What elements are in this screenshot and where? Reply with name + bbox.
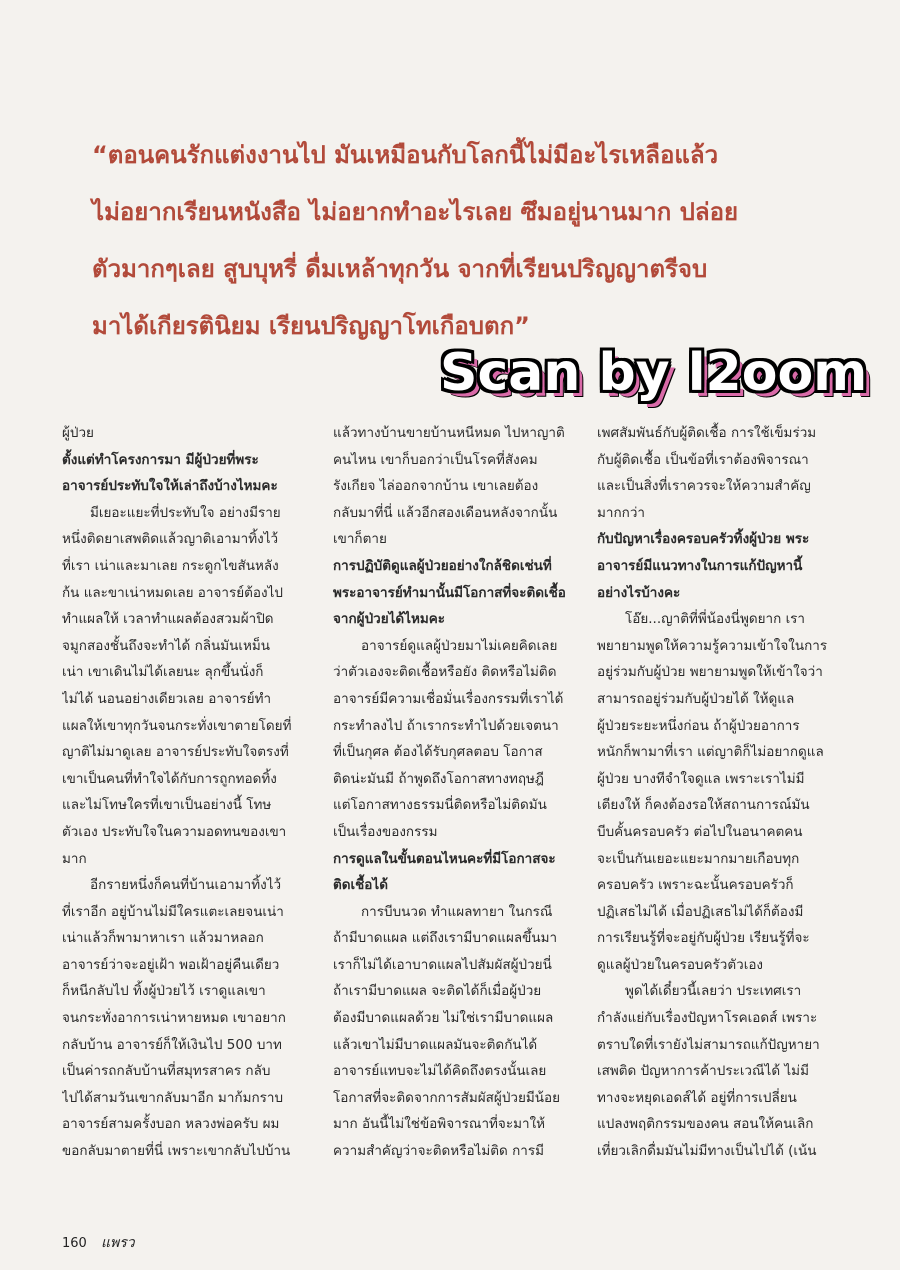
body-line: มากกว่า	[597, 504, 645, 521]
body-line: อาจารย์มีความเชื่อมั่นเรื่องกรรมที่เราได้	[333, 690, 564, 707]
body-line: จนกระทั่งอาการเน่าหายหมด เขาอยาก	[62, 1010, 286, 1027]
body-line: อีกรายหนึ่งก็คนที่บ้านเอามาทิ้งไว้	[90, 877, 282, 894]
body-line: ติดน่ะมันมี ถ้าพูดถึงโอกาสทางทฤษฎี	[333, 770, 544, 787]
body-line: ที่เรา เน่าและมาเลย กระดูกไขสันหลัง	[62, 557, 279, 574]
body-line: ตัวเอง ประทับใจในความอดทนของเขา	[62, 823, 287, 840]
body-line: ขอกลับมาตายที่นี่ เพราะเขากลับไปบ้าน	[62, 1143, 291, 1160]
body-line: รังเกียจ ไล่ออกจากบ้าน เขาเลยต้อง	[333, 478, 539, 495]
pull-quote-line: ตัวมากๆเลย สูบบุหรี่ ดื่มเหล้าทุกวัน จากที่เรียนปริญญาตรีจบ	[92, 255, 708, 283]
body-line: ว่าตัวเองจะติดเชื้อหรือยัง ติดหรือไม่ติด	[333, 664, 557, 681]
question-line: การปฏิบัติดูแลผู้ป่วยอย่างใกล้ชิดเช่นที่	[333, 557, 552, 574]
page-footer	[62, 1232, 135, 1254]
body-line: ผู้ป่วยระยะหนึ่งก่อน ถ้าผู้ป่วยอาการ	[597, 717, 800, 734]
body-line: ไปได้สามวันเขากลับมาอีก มาก้มกราบ	[62, 1089, 284, 1106]
text-column-1	[62, 420, 306, 1165]
body-line: แผลให้เขาทุกวันจนกระทั่งเขาตายโดยที่	[62, 717, 292, 734]
body-line: อาจารย์สามครั้งบอก หลวงพ่อครับ ผม	[62, 1116, 280, 1133]
body-line: หนึ่งติดยาเสพติดแล้วญาติเอามาทิ้งไว้	[62, 531, 279, 548]
body-line: อาจารย์ว่าจะอยู่เฝ้า พอเฝ้าอยู่คืนเดียว	[62, 956, 280, 973]
body-line: หนักก็พามาที่เรา แต่ญาติก็ไม่อยากดูแล	[597, 744, 824, 761]
body-line: ถ้าเรามีบาดแผล จะติดได้ก็เมื่อผู้ป่วย	[333, 983, 542, 1000]
body-line: อาจารย์แทบจะไม่ได้คิดถึงตรงนั้นเลย	[333, 1063, 547, 1080]
body-line: เน่าแล้วก็พามาหาเรา แล้วมาหลอก	[62, 930, 264, 947]
body-line: เพศสัมพันธ์กับผู้ติดเชื้อ การใช้เข็มร่วม	[597, 425, 817, 441]
body-line: ครอบครัว เพราะฉะนั้นครอบครัวก็	[597, 877, 794, 894]
question-line: อาจารย์มีแนวทางในการแก้ปัญหานี้	[597, 557, 803, 574]
body-line: แล้วทางบ้านขายบ้านหนีหมด ไปหาญาติ	[333, 425, 565, 441]
body-line: เสพติด ปัญหาการค้าประเวณีได้ ไม่มี	[597, 1063, 809, 1080]
body-line: ไม่ได้ นอนอย่างเดียวเลย อาจารย์ทำ	[62, 690, 272, 707]
body-line: มาก	[62, 850, 87, 867]
body-line: จมูกสองชั้นถึงจะทำได้ กลิ่นมันเหม็น	[62, 637, 271, 654]
body-line: แปลงพฤติกรรมของคน สอนให้คนเลิก	[597, 1116, 814, 1133]
text-column-3	[597, 420, 841, 1165]
pull-quote-line: มาได้เกียรตินิยม เรียนปริญญาโทเกือบตก”	[92, 312, 530, 340]
question-line: การดูแลในขั้นตอนไหนคะที่มีโอกาสจะ	[333, 850, 556, 867]
scan-watermark: Scan by l2oom	[440, 343, 868, 403]
body-line: คนไหน เขาก็บอกว่าเป็นโรคที่สังคม	[333, 451, 538, 468]
body-line: แต่โอกาสทางธรรมนี่ติดหรือไม่ติดมัน	[333, 797, 547, 814]
body-line: ผู้ป่วย	[62, 425, 94, 441]
body-line: ถ้ามีบาดแผล แต่ถึงเรามีบาดแผลขึ้นมา	[333, 930, 558, 947]
body-line: พยายามพูดให้ความรู้ความเข้าใจในการ	[597, 637, 828, 654]
body-line: พูดได้เดี๋ยวนี้เลยว่า ประเทศเรา	[625, 983, 802, 1000]
body-line: ทำแผลให้ เวลาทำแผลต้องสวมผ้าปิด	[62, 611, 274, 628]
body-line: เราก็ไม่ได้เอาบาดแผลไปสัมผัสผู้ป่วยนี่	[333, 956, 552, 973]
body-line: ทางจะหยุดเอดส์ได้ อยู่ที่การเปลี่ยน	[597, 1089, 797, 1106]
body-line: โอ๊ย...ญาติที่พี่น้องนี่พูดยาก เรา	[625, 611, 806, 628]
body-line: อาจารย์ดูแลผู้ป่วยมาไม่เคยคิดเลย	[361, 637, 558, 654]
pull-quote	[92, 127, 852, 355]
body-line: เขาเป็นคนที่ทำใจได้กับการถูกทอดทิ้ง	[62, 770, 277, 787]
magazine-logo: แพรว	[100, 1235, 135, 1251]
body-line: เป็นเรื่องของกรรม	[333, 823, 438, 840]
body-line: เที่ยวเลิกดื่มมันไม่มีทางเป็นไปได้ (เน้น	[597, 1143, 817, 1160]
body-line: ที่เป็นกุศล ต้องได้รับกุศลตอบ โอกาส	[333, 744, 543, 761]
body-line: ก็หนีกลับไป ทิ้งผู้ป่วยไว้ เราดูแลเขา	[62, 983, 266, 1000]
body-line: ต้องมีบาดแผลด้วย ไม่ใช่เรามีบาดแผล	[333, 1010, 554, 1027]
body-line: สามารถอยู่ร่วมกับผู้ป่วยได้ ให้ดูแล	[597, 690, 795, 707]
body-line: การเรียนรู้ที่จะอยู่กับผู้ป่วย เรียนรู้ที่จะ	[597, 930, 810, 947]
body-line: บีบคั้นครอบครัว ต่อไปในอนาคตคน	[597, 823, 803, 840]
body-line: มาก อันนี้ไม่ใช่ข้อพิจารณาที่จะมาให้	[333, 1116, 546, 1133]
body-line: ความสำคัญว่าจะติดหรือไม่ติด การมี	[333, 1143, 544, 1160]
question-line: อย่างไรบ้างคะ	[597, 584, 681, 601]
body-line: แล้วเขาไม่มีบาดแผลมันจะติดกันได้	[333, 1036, 538, 1053]
body-line: ก้น และขาเน่าหมดเลย อาจารย์ต้องไป	[62, 584, 283, 601]
page-number: 160	[62, 1236, 87, 1251]
body-line: ผู้ป่วย บางทีจำใจดูแล เพราะเราไม่มี	[597, 770, 805, 787]
body-line: โอกาสที่จะติดจากการสัมผัสผู้ป่วยมีน้อย	[333, 1089, 561, 1106]
question-line: ตั้งแต่ทำโครงการมา มีผู้ป่วยที่พระ	[62, 451, 259, 468]
question-line: จากผู้ป่วยได้ไหมคะ	[333, 611, 446, 628]
body-line: กำลังแย่กับเรื่องปัญหาโรคเอดส์ เพราะ	[597, 1010, 818, 1027]
body-line: กลับบ้าน อาจารย์ก็ให้เงินไป 500 บาท	[62, 1036, 282, 1053]
body-line: ปฏิเสธไม่ได้ เมื่อปฏิเสธไม่ได้ก็ต้องมี	[597, 903, 804, 920]
body-line: เน่า เขาเดินไม่ได้เลยนะ ลุกขึ้นนั่งก็	[62, 664, 264, 681]
body-line: อยู่ร่วมกับผู้ป่วย พยายามพูดให้เข้าใจว่า	[597, 664, 823, 681]
body-line: เขาก็ตาย	[333, 531, 387, 548]
body-line: เตียงให้ ก็คงต้องรอให้สถานการณ์มัน	[597, 797, 810, 814]
body-line: มีเยอะแยะที่ประทับใจ อย่างมีราย	[90, 504, 281, 521]
body-line: และไม่โทษใครที่เขาเป็นอย่างนี้ โทษ	[62, 797, 272, 814]
body-line: และเป็นสิ่งที่เราควรจะให้ความสำคัญ	[597, 478, 811, 495]
body-line: ดูแลผู้ป่วยในครอบครัวตัวเอง	[597, 956, 764, 973]
body-line: กับผู้ติดเชื้อ เป็นข้อที่เราต้องพิจารณา	[597, 451, 809, 468]
question-line: พระอาจารย์ทำมานั้นมีโอกาสที่จะติดเชื้อ	[333, 584, 566, 601]
body-line: ตราบใดที่เรายังไม่สามารถแก้ปัญหายา	[597, 1036, 820, 1053]
body-line: เป็นค่ารถกลับบ้านที่สมุทรสาคร กลับ	[62, 1063, 271, 1080]
body-line: ที่เราอีก อยู่บ้านไม่มีใครแตะเลยจนเน่า	[62, 903, 284, 920]
pull-quote-line: ไม่อยากเรียนหนังสือ ไม่อยากทำอะไรเลย ซึมอยู่นานมาก ปล่อย	[92, 198, 739, 226]
body-line: การบีบนวด ทำแผลทายา ในกรณี	[361, 903, 553, 920]
question-line: อาจารย์ประทับใจให้เล่าถึงบ้างไหมคะ	[62, 478, 278, 495]
body-line: ญาติไม่มาดูเลย อาจารย์ประทับใจตรงที่	[62, 744, 289, 761]
question-line: กับปัญหาเรื่องครอบครัวทิ้งผู้ป่วย พระ	[597, 531, 810, 548]
text-column-2	[333, 420, 577, 1165]
body-line: กระทำลงไป ถ้าเรากระทำไปด้วยเจตนา	[333, 717, 559, 734]
body-line: กลับมาที่นี่ แล้วอีกสองเดือนหลังจากนั้น	[333, 504, 558, 521]
body-line: จะเป็นกันเยอะแยะมากมายเกือบทุก	[597, 850, 800, 867]
pull-quote-line: “ตอนคนรักแต่งงานไป มันเหมือนกับโลกนี้ไม่มีอะไรเหลือแล้ว	[92, 141, 719, 169]
question-line: ติดเชื้อได้	[333, 877, 388, 894]
